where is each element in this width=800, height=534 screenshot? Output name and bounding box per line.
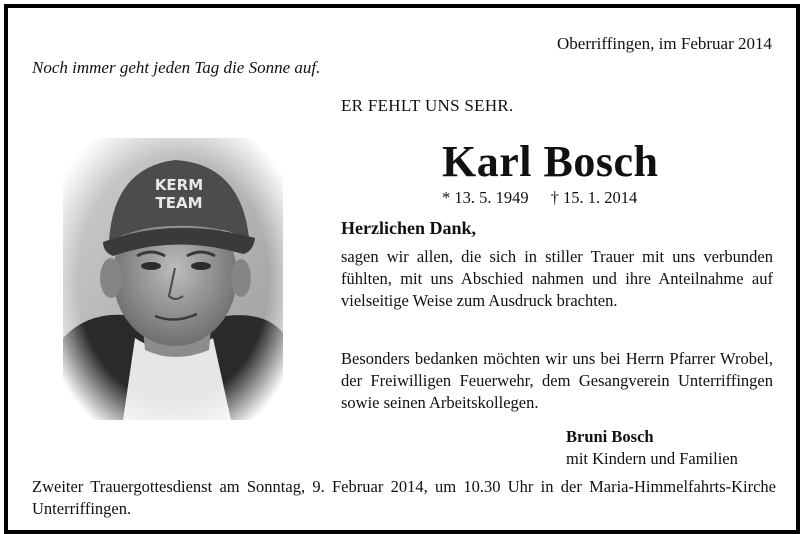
service-announcement: Zweiter Trauergottesdienst am Sonntag, 9. Februar 2014, um 10.30 Uhr in der Maria-Himmelfahrts-Kirche Unterriffingen. [32, 477, 776, 518]
acknowledgement-paragraph: Besonders bedanken möchten wir uns bei Herrn Pfarrer Wrobel, der Freiwilligen Feuerwehr, dem Gesangverein Unterriffingen sowie seinen Arbeitskollegen. [341, 349, 773, 412]
motto-quote: Noch immer geht jeden Tag die Sonne auf. [32, 58, 321, 77]
place-date: Oberriffingen, im Februar 2014 [557, 34, 772, 53]
thanks-heading: Herzlichen Dank, [341, 218, 476, 238]
deceased-name: Karl Bosch [442, 137, 659, 186]
portrait-photo [63, 138, 283, 420]
headline: ER FEHLT UNS SEHR. [341, 96, 514, 115]
signature-block [566, 426, 772, 470]
signer-family: mit Kindern und Familien [566, 449, 738, 468]
obituary-notice [4, 4, 800, 534]
birth-date: * 13. 5. 1949 [442, 188, 529, 207]
death-date: † 15. 1. 2014 [550, 188, 638, 207]
signer-name: Bruni Bosch [566, 427, 654, 446]
life-dates [442, 188, 637, 208]
thanks-paragraph: sagen wir allen, die sich in stiller Trauer mit uns verbunden fühlten, mit uns Abschied nahmen und ihre Anteilnahme auf vielseitige Weise zum Ausdruck brachten. [341, 247, 773, 310]
